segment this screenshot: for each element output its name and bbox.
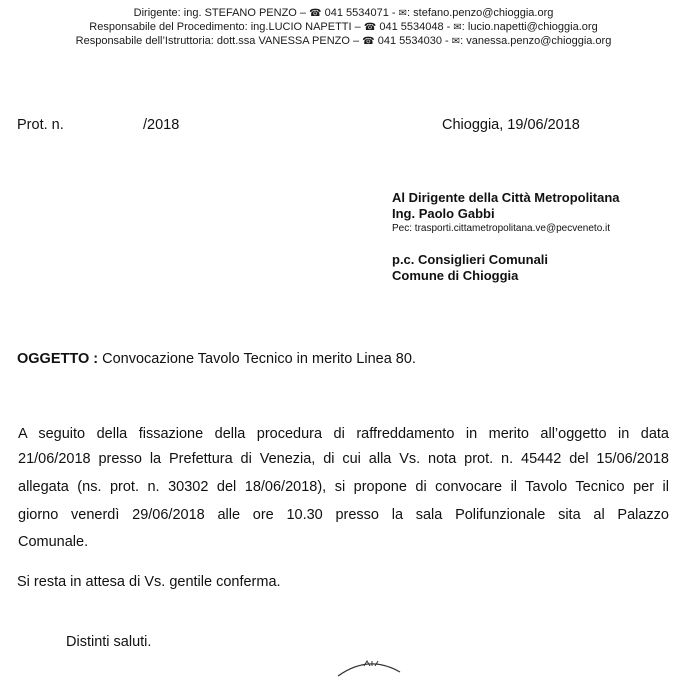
header-email[interactable]: : vanessa.penzo@chioggia.org <box>460 35 612 47</box>
recipient-title: Al Dirigente della Città Metropolitana <box>392 190 620 205</box>
closing-request: Si resta in attesa di Vs. gentile conferma. <box>17 574 281 590</box>
envelope-icon: ✉ <box>453 22 462 33</box>
subject-text: Convocazione Tavolo Tecnico in merito Linea 80. <box>98 351 416 367</box>
header-line-dirigente <box>0 6 687 21</box>
header-phone: 041 5534071 - <box>321 7 399 19</box>
header-prefix: Dirigente: ing. STEFANO PENZO – <box>133 7 310 19</box>
stamp-icon <box>334 650 404 680</box>
header-email[interactable]: : stefano.penzo@chioggia.org <box>407 7 554 19</box>
envelope-icon: ✉ <box>451 36 461 47</box>
protocol-label: Prot. n. <box>17 117 64 133</box>
header-prefix: Responsabile dell’Istruttoria: dott.ssa VANESSA PENZO – <box>75 35 363 47</box>
cc-title: p.c. Consiglieri Comunali <box>392 252 549 267</box>
header-phone: 041 5534048 - <box>376 21 454 33</box>
body-line-1: A seguito della fissazione della procedura di raffreddamento in merito all’oggetto in data <box>18 426 669 442</box>
recipient-pec[interactable]: Pec: trasporti.cittametropolitana.ve@pecveneto.it <box>392 223 611 234</box>
cc-entity: Comune di Chioggia <box>392 268 519 283</box>
subject-line <box>17 351 416 367</box>
header-phone: 041 5534030 - <box>374 35 452 47</box>
subject-label: OGGETTO : <box>17 351 99 367</box>
telephone-icon: ☎ <box>362 36 375 47</box>
recipient-name: Ing. Paolo Gabbi <box>392 206 495 221</box>
envelope-icon: ✉ <box>398 8 408 19</box>
header-prefix: Responsabile del Procedimento: ing.LUCIO NAPETTI – <box>89 21 364 33</box>
body-line-5: Comunale. <box>18 534 89 550</box>
header-email[interactable]: : lucio.napetti@chioggia.org <box>461 21 598 33</box>
greeting: Distinti saluti. <box>66 634 152 650</box>
body-line-3: allegata (ns. prot. n. 30302 del 18/06/2018), si propone di convocare il Tavolo Tecnico per il <box>18 479 669 495</box>
telephone-icon: ☎ <box>363 22 377 33</box>
header-line-procedimento <box>0 20 687 35</box>
protocol-number: /2018 <box>143 117 180 133</box>
body-line-2: 21/06/2018 presso la Prefettura di Venezia, di cui alla Vs. nota prot. n. 45442 del 15/06/2018 <box>18 451 669 467</box>
body-line-4: giorno venerdì 29/06/2018 alle ore 10.30 presso la sala Polifunzionale sita al Palazzo <box>18 507 669 523</box>
header-line-istruttoria <box>0 34 687 49</box>
place-date: Chioggia, 19/06/2018 <box>442 117 580 133</box>
telephone-icon: ☎ <box>309 8 322 19</box>
